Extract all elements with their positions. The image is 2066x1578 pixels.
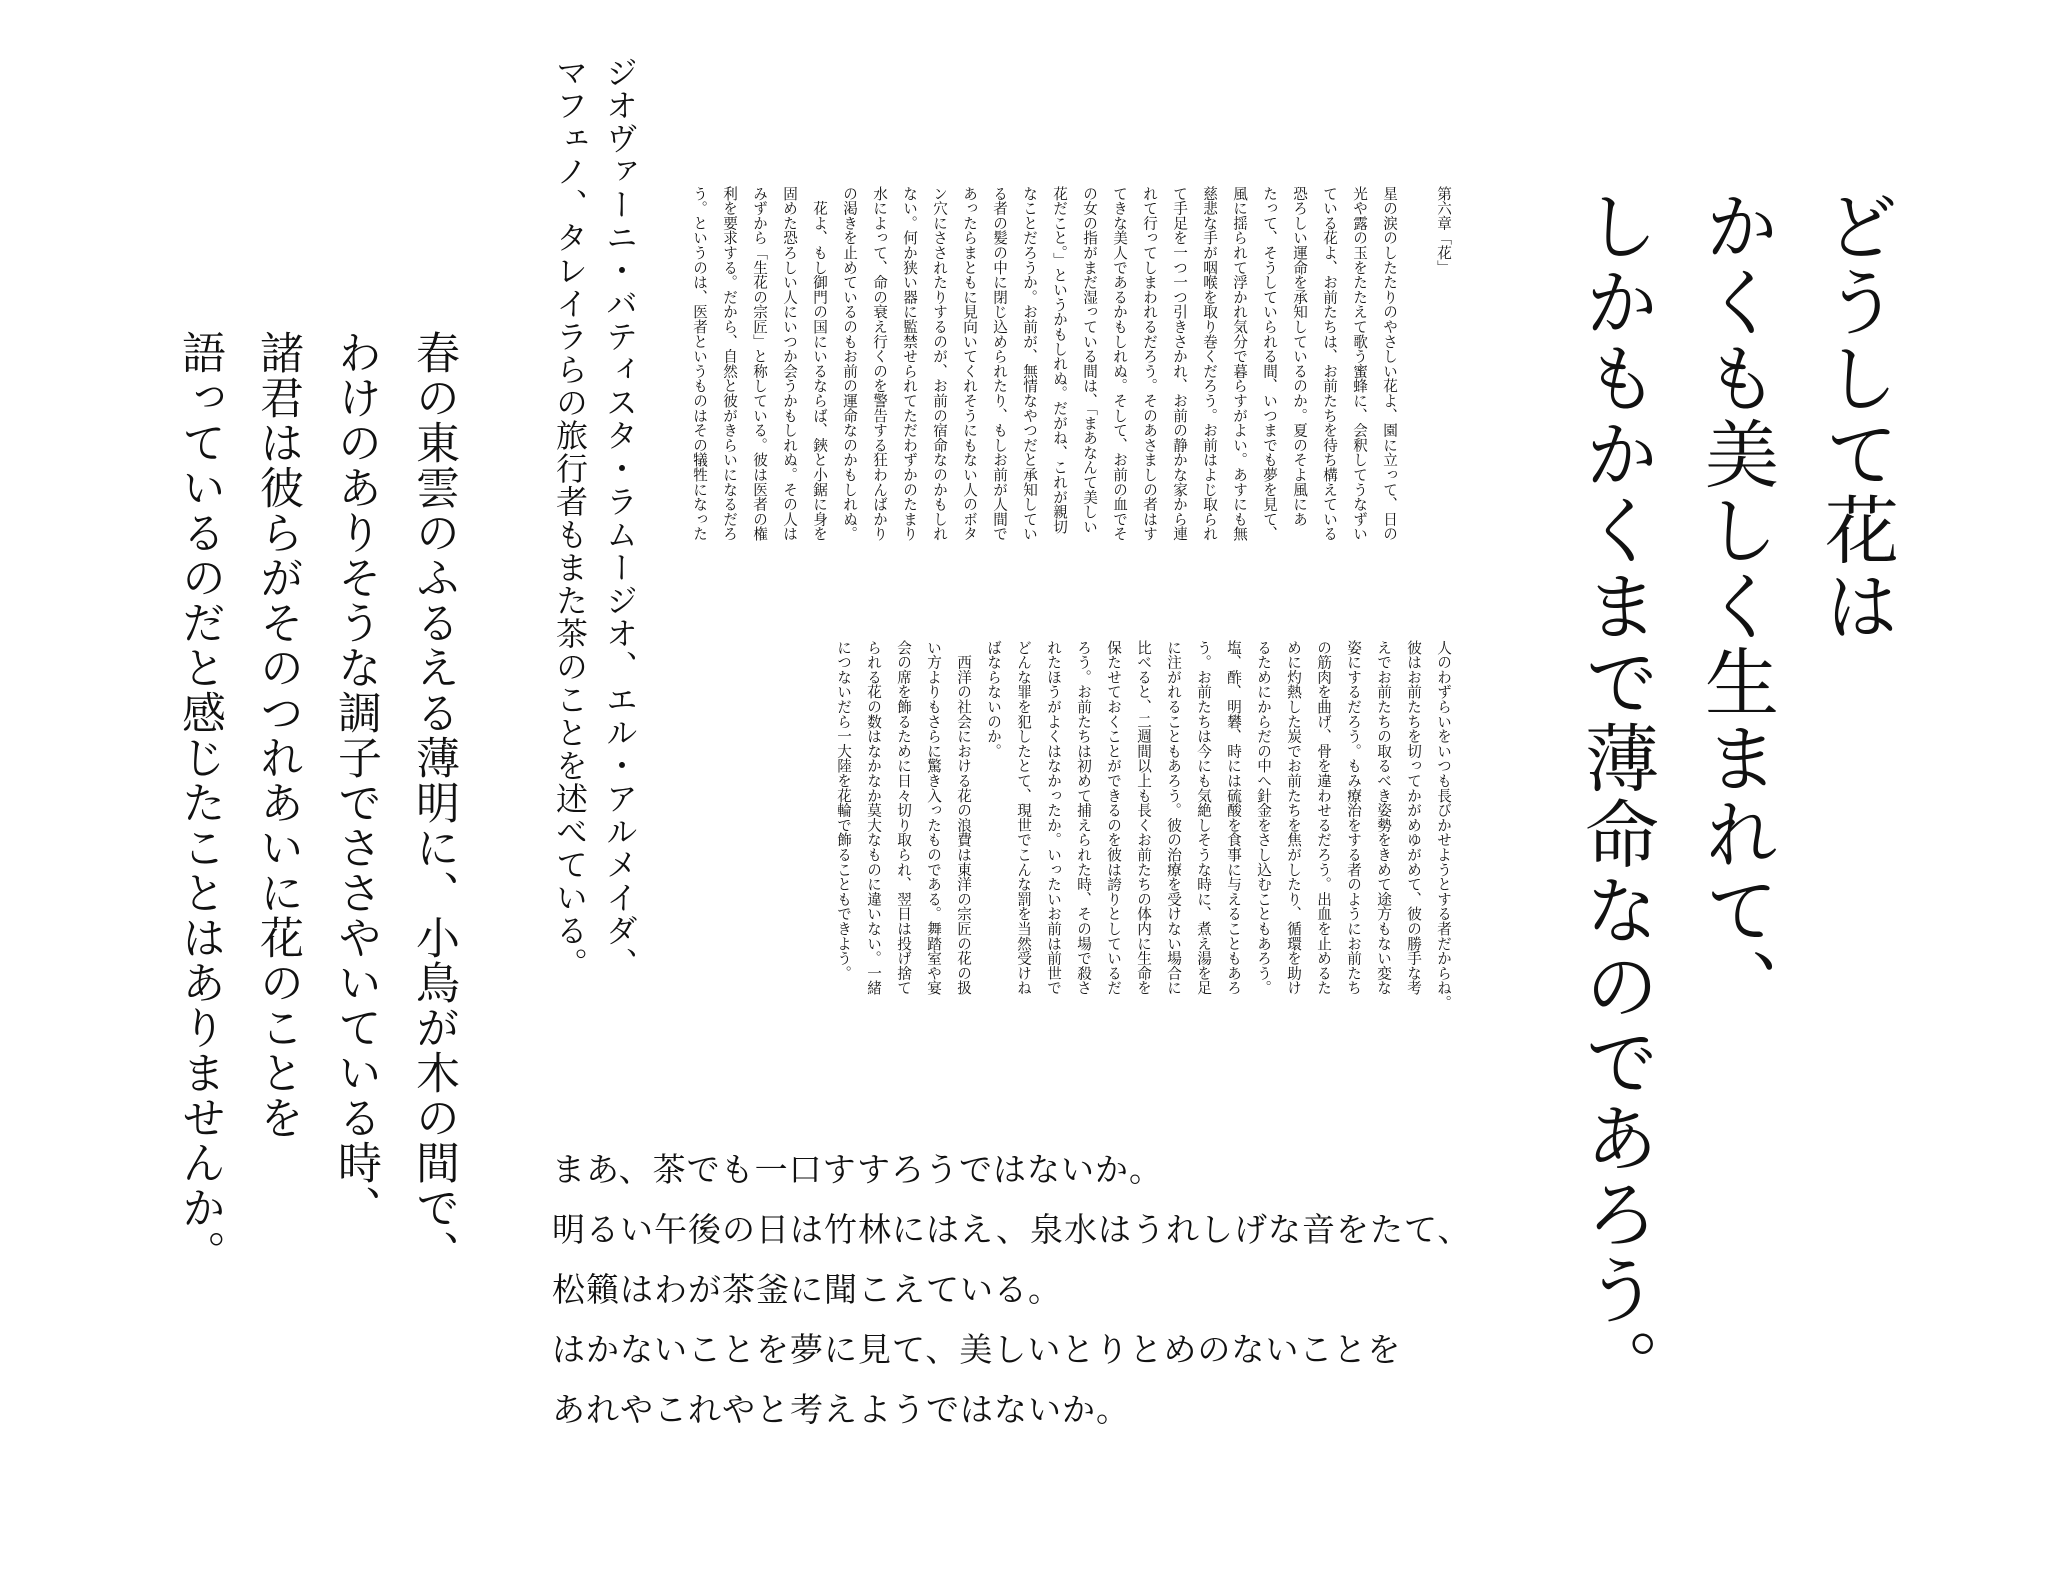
chapter-line: めに灼熱した炭でお前たちを焦がしたり、循環を助け (1285, 640, 1302, 996)
chapter-line: 固めた恐ろしい人にいつか会うかもしれぬ。その人は (781, 186, 798, 542)
chapter-line: う。というのは、医者というものはその犠牲になった (691, 186, 708, 542)
chapter-text-bottom (828, 640, 1458, 1070)
chapter-line: ている花よ、お前たちは、お前たちを待ち構えている (1321, 186, 1338, 542)
chapter-line: 慈悲な手が咽喉を取り巻くだろう。お前はよじ取られ (1201, 186, 1218, 542)
chapter-line: れて行ってしまわれるだろう。そのあさましの者はす (1141, 186, 1158, 542)
chapter-line: あったらまともに見向いてくれそうにもない人のボタ (961, 186, 978, 542)
headline (1556, 188, 1916, 1404)
chapter-line: につないだら一大陸を花輪で飾ることもできよう。 (835, 640, 852, 981)
spring-line: わけのありそうな調子でささやいている時、 (330, 330, 381, 1230)
spring-line: 春の東雲のふるえる薄明に、小鳥が木の間で、 (408, 330, 459, 1275)
chapter-line: 花よ、もし御門の国にいるならば、鋏と小鋸に身を (811, 186, 828, 542)
tea-line: はかないことを夢に見て、美しいとりとめのないことを (552, 1330, 1402, 1369)
chapter-line: 星の涙のしたたりのやさしい花よ、園に立って、日の (1381, 186, 1398, 542)
chapter-line: 保たせておくことができるのを彼は誇りとしているだ (1105, 640, 1122, 996)
chapter-line: るためにからだの中へ針金をさし込むこともあろう。 (1255, 640, 1272, 996)
chapter-line: 水によって、命の衰え行くのを警告する狂わんばかり (871, 186, 888, 542)
chapter-line: て手足を一つ一つ引きさかれ、お前の静かな家から連 (1171, 186, 1188, 542)
tea-passage (552, 1140, 1471, 1440)
tea-line: まあ、茶でも一口すすろうではないか。 (552, 1150, 1164, 1189)
chapter-line: どんな罪を犯したとて、現世でこんな罰を当然受けね (1015, 640, 1032, 996)
chapter-line: 西洋の社会における花の浪費は東洋の宗匠の花の扱 (955, 640, 972, 996)
chapter-line: 利を要求する。だから、自然と彼がきらいになるだろ (721, 186, 738, 542)
spring-text (160, 330, 472, 1275)
travelers-line: ジオヴァーニ・バティスタ・ラムージオ、エル・アルメイダ、 (601, 56, 639, 980)
tea-line: あれやこれやと考えようではないか。 (552, 1390, 1130, 1429)
chapter-line: い方よりもさらに驚き入ったものである。舞踏室や宴 (925, 640, 942, 996)
chapter-line: 比べると、二週間以上も長くお前たちの体内に生命を (1135, 640, 1152, 996)
chapter-line: 風に揺られて浮かれ気分で暮らすがよい。あすにも無 (1231, 186, 1248, 542)
chapter-line: 人のわずらいをいつも長びかせようとする者だからね。 (1435, 640, 1452, 1010)
spring-line: 語っているのだと感じたことはありませんか。 (174, 330, 225, 1275)
chapter-line: る者の髪の中に閉じ込められたり、もしお前が人間で (991, 186, 1008, 542)
chapter-line: えでお前たちの取るべき姿勢をきめて途方もない変な (1375, 640, 1392, 996)
chapter-line: なことだろうか。お前が、無情なやつだと承知してい (1021, 186, 1038, 542)
chapter-line: に注がれることもあろう。彼の治療を受けない場合に (1165, 640, 1182, 996)
headline-line: どうして花は (1813, 188, 1899, 644)
chapter-line: られる花の数はなかなか莫大なものに違いない。一緒 (865, 640, 882, 996)
travelers-text (545, 56, 645, 980)
chapter-line: 彼はお前たちを切ってかがめゆがめて、彼の勝手な考 (1405, 640, 1422, 996)
headline-line: かくも美しく生まれて、 (1693, 188, 1779, 1024)
chapter-line: てきな美人であるかもしれぬ。そして、お前の血でそ (1111, 186, 1128, 542)
tea-line: 松籟はわが茶釜に聞こえている。 (552, 1270, 1062, 1309)
chapter-title: 第六章「花」 (1435, 186, 1452, 275)
chapter-line: 塩、酢、明礬、時には硫酸を食事に与えることもあろ (1225, 640, 1242, 996)
chapter-line: の女の指がまだ湿っている間は、「まあなんて美しい (1081, 186, 1098, 534)
chapter-line: たって、そうしていられる間、いつまでも夢を見て、 (1261, 186, 1278, 542)
chapter-line: 恐ろしい運命を承知しているのか。夏のそよ風にあ (1291, 186, 1308, 527)
chapter-line: う。お前たちは今にも気絶しそうな時に、煮え湯を足 (1195, 640, 1212, 996)
tea-line: 明るい午後の日は竹林にはえ、泉水はうれしげな音をたて、 (552, 1210, 1472, 1249)
travelers-line: マフェノ、タレイラらの旅行者もまた茶のことを述べている。 (551, 56, 589, 980)
chapter-line: 会の席を飾るために日々切り取られ、翌日は投げ捨て (895, 640, 912, 996)
chapter-line: 光や露の玉をたたえて歌う蜜蜂に、会釈してうなずい (1351, 186, 1368, 542)
chapter-text-top (691, 186, 1458, 606)
chapter-line: の渇きを止めているのもお前の運命なのかもしれぬ。 (841, 186, 858, 542)
chapter-line: れたほうがよくはなかったか。いったいお前は前世で (1045, 640, 1062, 996)
headline-line: しかもかくまで薄命なのであろう。 (1573, 188, 1659, 1404)
chapter-line: ろう。お前たちは初めて捕えられた時、その場で殺さ (1075, 640, 1092, 996)
spring-line: 諸君は彼らがそのつれあいに花のことを (252, 330, 303, 1140)
chapter-line: 花だこと。」というかもしれぬ。だがね、これが親切 (1051, 186, 1068, 534)
chapter-line: 姿にするだろう。もみ療治をする者のようにお前たち (1345, 640, 1362, 996)
chapter-line: の筋肉を曲げ、骨を違わせるだろう。出血を止めるた (1315, 640, 1332, 996)
chapter-line: ない。何か狭い器に監禁せられてただわずかのたまり (901, 186, 918, 542)
chapter-line: みずから「生花の宗匠」と称している。彼は医者の権 (751, 186, 768, 542)
chapter-line: ばならないのか。 (985, 640, 1002, 759)
chapter-line: ン穴にさされたりするのが、お前の宿命なのかもしれ (931, 186, 948, 542)
